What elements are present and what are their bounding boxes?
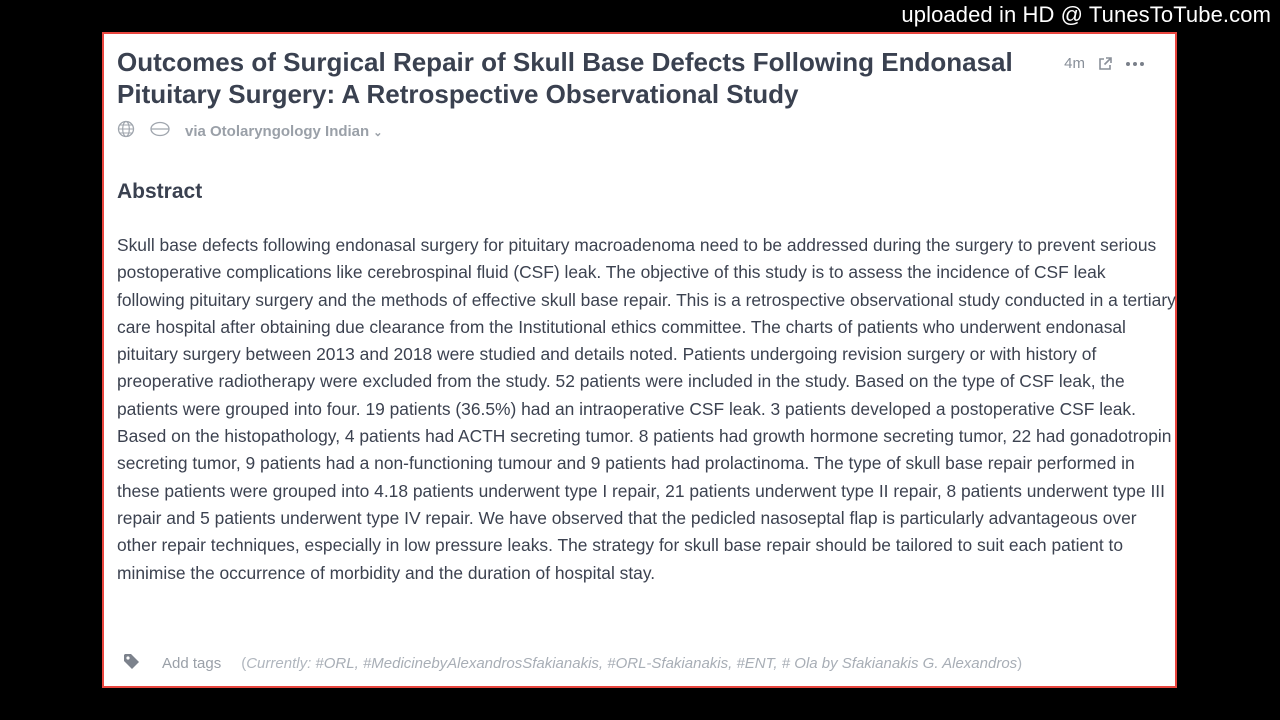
source-dropdown[interactable] bbox=[185, 123, 382, 140]
source-row bbox=[117, 120, 382, 142]
abstract-heading: Abstract bbox=[117, 180, 203, 203]
article-meta bbox=[1064, 55, 1145, 72]
tag-icon[interactable] bbox=[122, 652, 142, 674]
current-tags: (Currently: #ORL, #MedicinebyAlexandrosSfakianakis, #ORL-Sfakianakis, #ENT, # Ola by Sfakianakis G. Alexandros) bbox=[241, 654, 1023, 672]
watermark-text: uploaded in HD @ TunesToTube.com bbox=[901, 2, 1271, 27]
article-age: 4m bbox=[1064, 55, 1085, 72]
article-card bbox=[102, 32, 1177, 688]
chevron-down-icon: ⌄ bbox=[373, 126, 383, 139]
current-tags-label: Currently: bbox=[246, 654, 312, 672]
globe-icon bbox=[117, 120, 135, 142]
feed-icon bbox=[149, 120, 171, 142]
add-tags-button[interactable]: Add tags bbox=[162, 654, 222, 672]
more-icon[interactable] bbox=[1125, 61, 1145, 67]
abstract-text: Skull base defects following endonasal surgery for pituitary macroadenoma need to be addressed during the surgery to prevent serious postoperative complications like cerebrospinal fluid (CSF) leak. The objective of this study is to assess the incidence of CSF leak following pituitary surgery and the methods of effective skull base repair. This is a retrospective observational study conducted in a tertiary care hospital after obtaining due clearance from the Institutional ethics committee. The charts of patients who underwent endonasal pituitary surgery between 2013 and 2018 were studied and details noted. Patients undergoing revision surgery or with history of preoperative radiotherapy were excluded from the study. 52 patients were included in the study. Based on the type of CSF leak, the patients were grouped into four. 19 patients (36.5%) had an intraoperative CSF leak. 3 patients developed a postoperative CSF leak. Based on the histopathology, 4 patients had ACTH secreting tumor. 8 patients had growth hormone secreting tumor, 22 had gonadotropin secreting tumor, 9 patients had a non-functioning tumour and 9 patients had prolactinoma. The type of skull base repair performed in these patients were grouped into 4.18 patients underwent type I repair, 21 patients underwent type II repair, 8 patients underwent type III repair and 5 patients underwent type IV repair. We have observed that the pedicled nasoseptal flap is particularly advantageous over other repair techniques, especially in low pressure leaks. The strategy for skull base repair should be tailored to suit each patient to minimise the occurrence of morbidity and the duration of hospital stay. bbox=[117, 235, 1176, 583]
source-label: via Otolaryngology Indian bbox=[185, 122, 370, 140]
external-link-icon[interactable] bbox=[1097, 56, 1113, 72]
article-title[interactable]: Outcomes of Surgical Repair of Skull Base Defects Following Endonasal Pituitary Surgery: A Retrospective Observational Study bbox=[117, 47, 1013, 109]
tags-row bbox=[122, 652, 1022, 674]
current-tags-values: #ORL, #MedicinebyAlexandrosSfakianakis, #ORL-Sfakianakis, #ENT, # Ola by Sfakianakis G. Alexandros bbox=[315, 654, 1018, 672]
